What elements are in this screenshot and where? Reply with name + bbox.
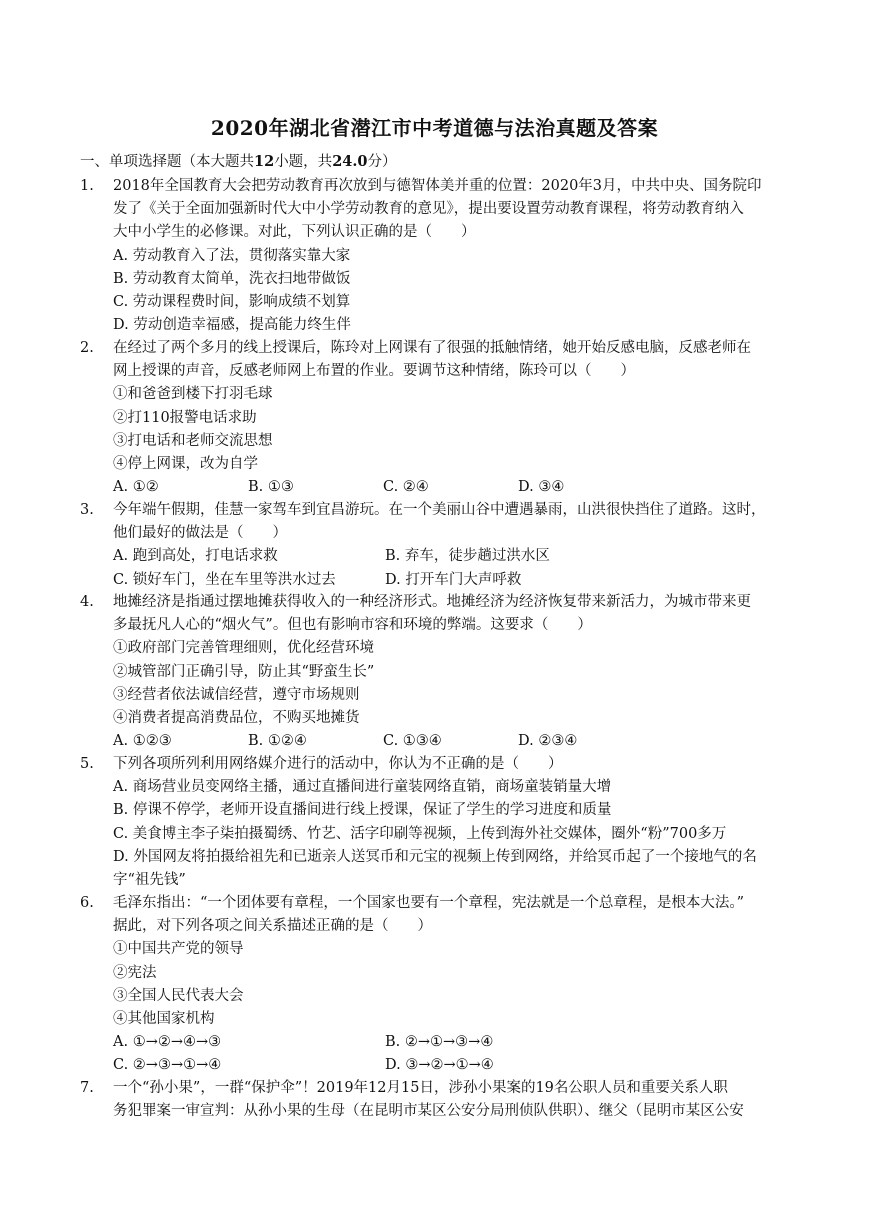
- option-b: B. ②→①→③→④: [385, 1034, 494, 1051]
- question-number: 5.: [80, 756, 94, 772]
- question-text-line: 下列各项所列利用网络媒介进行的活动中，你认为不正确的是（ ）: [113, 756, 563, 772]
- option-b: B. ①③: [248, 479, 294, 496]
- question-text-line: 一个“孙小果”，一群“保护伞”！2019年12月15日，涉孙小果案的19名公职人员和重要关系人职: [113, 1080, 728, 1096]
- question-3: [80, 499, 792, 592]
- option-c: C. 锁好车门，坐在车里等洪水过去: [113, 571, 336, 588]
- options-row: [113, 1031, 792, 1054]
- question-text-line: 今年端午假期，佳慧一家驾车到宜昌游玩。在一个美丽山谷中遭遇暴雨，山洪很快挡住了道路。这时，: [113, 502, 766, 518]
- option-a: A. 跑到高处，打电话求救: [113, 548, 278, 565]
- section-suffix: 分）: [367, 154, 397, 170]
- option-d: D. 打开车门大声呼救: [385, 571, 522, 588]
- question-text-line: 地摊经济是指通过摆地摊获得收入的一种经济形式。地摊经济为经济恢复带来新活力，为城市带来更: [113, 594, 751, 610]
- question-text-line: 发了《关于全面加强新时代大中小学劳动教育的意见》，提出要设置劳动教育课程，将劳动教育纳入: [113, 201, 744, 218]
- option-c: C. 劳动课程费时间，影响成绩不划算: [113, 294, 351, 311]
- statement-item: ④消费者提高消费品位，不购买地摊货: [113, 710, 360, 727]
- option-a: A. 劳动教育入了法，贯彻落实靠大家: [113, 247, 351, 264]
- statement-item: ②宪法: [113, 964, 157, 981]
- question-text-line: 大中小学生的必修课。对此，下列认识正确的是（ ）: [113, 224, 476, 241]
- options-row: [113, 569, 792, 592]
- options-row: [113, 1054, 792, 1077]
- options-row: [113, 476, 792, 499]
- option-c: C. ②→③→①→④: [113, 1057, 222, 1074]
- question-text-line: 他们最好的做法是（ ）: [113, 525, 287, 542]
- options-row: [113, 545, 792, 568]
- statement-item: ③打电话和老师交流思想: [113, 432, 273, 449]
- option-d-continued: 字“祖先钱”: [113, 872, 186, 889]
- question-number: 2.: [80, 340, 94, 356]
- statement-item: ③经营者依法诚信经营，遵守市场规则: [113, 686, 360, 703]
- question-text-line: 据此，对下列各项之间关系描述正确的是（ ）: [113, 918, 432, 935]
- question-7: [80, 1077, 792, 1123]
- option-c: C. 美食博主李子柒拍摄蜀绣、竹艺、活字印刷等视频，上传到海外社交媒体，圈外“粉”700多万: [113, 825, 727, 842]
- option-c: C. ②④: [383, 479, 429, 496]
- option-c: C. ①③④: [383, 733, 442, 750]
- option-a: A. ①②③: [113, 733, 172, 750]
- section-score: 24.0: [332, 153, 368, 170]
- option-b: B. 停课不停学，老师开设直播间进行线上授课，保证了学生的学习进度和质量: [113, 802, 612, 819]
- section-count: 12: [254, 153, 275, 170]
- question-number: 1.: [80, 178, 94, 194]
- option-d: D. ③④: [518, 479, 565, 496]
- question-text-line: 网上授课的声音，反感老师网上布置的作业。要调节这种情绪，陈玲可以（ ）: [113, 363, 635, 380]
- statement-item: ①中国共产党的领导: [113, 941, 244, 958]
- question-text-line: 务犯罪案一审宣判：从孙小果的生母（在昆明市某区公安分局刑侦队供职）、继父（昆明市某区公安: [113, 1103, 744, 1120]
- option-a: A. ①②: [113, 479, 159, 496]
- section-heading: [80, 150, 397, 171]
- option-b: B. 弃车，徒步趟过洪水区: [385, 548, 550, 565]
- question-5: [80, 753, 792, 892]
- question-number: 7.: [80, 1080, 94, 1096]
- section-prefix: 一、单项选择题（本大题共: [80, 154, 254, 170]
- option-a: A. 商场营业员变网络主播，通过直播间进行童装网络直销，商场童装销量大增: [113, 779, 612, 796]
- statement-item: ④停上网课，改为自学: [113, 456, 258, 473]
- question-2: [80, 337, 792, 499]
- option-a: A. ①→②→④→③: [113, 1034, 222, 1051]
- option-d: D. 外国网友将拍摄给祖先和已逝亲人送冥币和元宝的视频上传到网络，并给冥币起了一个接地气的名: [113, 848, 757, 865]
- statement-item: ②打110报警电话求助: [113, 409, 257, 426]
- statement-item: ①和爸爸到楼下打羽毛球: [113, 386, 273, 403]
- question-text-line: 在经过了两个多月的线上授课后，陈玲对上网课有了很强的抵触情绪，她开始反感电脑，反感老师在: [113, 340, 751, 356]
- question-1: [80, 175, 792, 337]
- question-4: [80, 591, 792, 753]
- question-number: 6.: [80, 895, 94, 911]
- option-d: D. ③→②→①→④: [385, 1057, 494, 1074]
- statement-item: ④其他国家机构: [113, 1011, 215, 1028]
- question-text-line: 毛泽东指出：“一个团体要有章程，一个国家也要有一个章程，宪法就是一个总章程，是根本大法。”: [113, 895, 745, 911]
- statement-item: ③全国人民代表大会: [113, 987, 244, 1004]
- question-text-line: 多最抚凡人心的“烟火气”。但也有影响市容和环境的弊端。这要求（ ）: [113, 617, 592, 634]
- options-row: [113, 730, 792, 753]
- option-d: D. 劳动创造幸福感，提高能力终生伴: [113, 317, 351, 334]
- statement-item: ①政府部门完善管理细则，优化经营环境: [113, 640, 374, 657]
- page-title: 2020年湖北省潜江市中考道德与法治真题及答案: [210, 116, 659, 140]
- section-middle: 小题，共: [274, 154, 333, 170]
- option-d: D. ②③④: [518, 733, 578, 750]
- statement-item: ②城管部门正确引导，防止其“野蛮生长”: [113, 663, 375, 680]
- question-6: [80, 892, 792, 1078]
- question-number: 3.: [80, 502, 94, 518]
- option-b: B. 劳动教育太简单，洗衣扫地带做饭: [113, 270, 351, 287]
- question-number: 4.: [80, 594, 94, 610]
- question-text-line: 2018年全国教育大会把劳动教育再次放到与德智体美并重的位置：2020年3月，中共中央、国务院印: [113, 178, 762, 194]
- option-b: B. ①②④: [248, 733, 307, 750]
